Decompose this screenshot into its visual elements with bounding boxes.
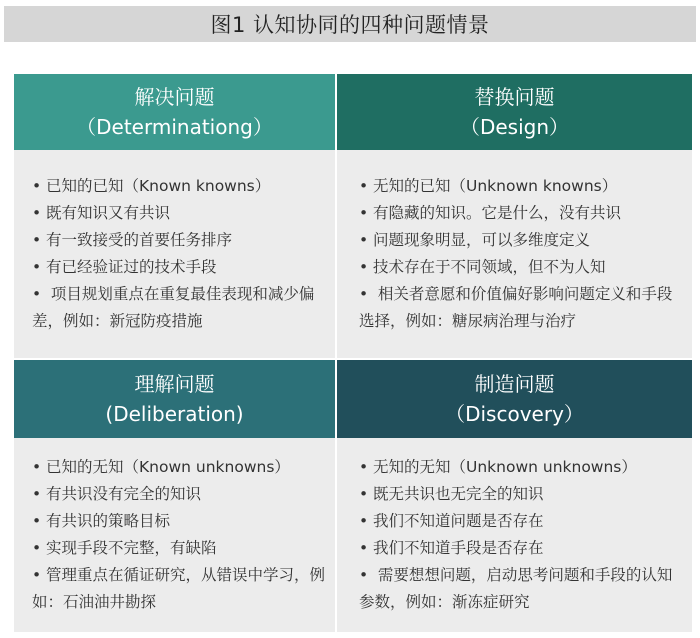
list-item: • 无知的已知（Unknown knowns） (359, 177, 618, 195)
quadrant-grid (14, 74, 692, 634)
header-deliberation (14, 360, 337, 438)
list-item: • 有隐藏的知识。它是什么，没有共识 (359, 204, 622, 222)
header-discovery-cn: 制造问题 (474, 372, 555, 396)
list-item: • 我们不知道问题是否存在 (359, 512, 544, 530)
list-item: • 既有知识又有共识 (32, 204, 171, 222)
header-determination-en: （Determinationg） (76, 115, 273, 139)
header-discovery-en: （Discovery） (445, 402, 584, 426)
list-item: • 有已经验证过的技术手段 (32, 258, 217, 276)
list-item: • 有一致接受的首要任务排序 (32, 231, 233, 249)
figure-title: 图1 认知协同的四种问题情景 (210, 13, 490, 37)
header-deliberation-en: (Deliberation) (105, 402, 244, 426)
list-item: • 有共识没有完全的知识 (32, 485, 202, 503)
figure-title-bar (4, 6, 696, 42)
header-design-en: （Design） (459, 115, 570, 139)
list-item: • 需要想想问题，启动思考问题和手段的认知参数，例如：渐冻症研究 (359, 566, 673, 611)
body-discovery (337, 438, 692, 634)
header-deliberation-cn: 理解问题 (134, 372, 215, 396)
list-item: • 已知的已知（Known knowns） (32, 177, 271, 195)
header-determination (14, 74, 337, 150)
list-item: • 无知的无知（Unknown unknowns） (359, 458, 637, 476)
list-item: • 既无共识也无完全的知识 (359, 485, 544, 503)
body-design (337, 150, 692, 360)
list-item: • 已知的无知（Known unknowns） (32, 458, 290, 476)
body-determination (14, 150, 337, 360)
header-discovery (337, 360, 692, 438)
header-determination-cn: 解决问题 (134, 85, 215, 109)
list-item: • 项目规划重点在重复最佳表现和减少偏差，例如：新冠防疫措施 (32, 285, 315, 330)
list-item: • 问题现象明显，可以多维度定义 (359, 231, 591, 249)
header-design (337, 74, 692, 150)
list-item: • 相关者意愿和价值偏好影响问题定义和手段选择，例如：糖尿病治理与治疗 (359, 285, 673, 330)
list-item: • 技术存在于不同领域，但不为人知 (359, 258, 606, 276)
list-item: • 我们不知道手段是否存在 (359, 539, 544, 557)
header-design-cn: 替换问题 (474, 85, 555, 109)
list-item: • 有共识的策略目标 (32, 512, 171, 530)
list-item: • 管理重点在循证研究，从错误中学习，例如：石油油井勘探 (32, 566, 326, 611)
list-item: • 实现手段不完整，有缺陷 (32, 539, 217, 557)
body-deliberation (14, 438, 337, 634)
